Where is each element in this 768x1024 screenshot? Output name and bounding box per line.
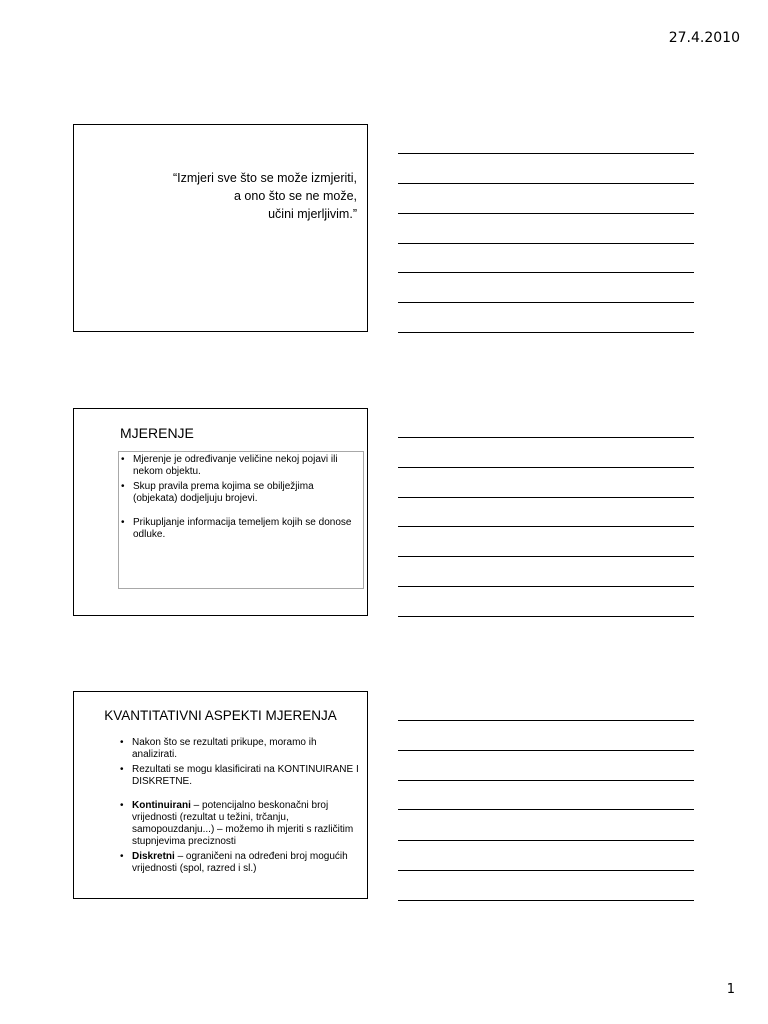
notes-line [398, 153, 694, 154]
notes-line [398, 616, 694, 617]
slide-2-bullet-list [119, 454, 359, 541]
bullet-item: • Nakon što se rezultati prikupe, moramo ih analizirati. [118, 737, 363, 761]
notes-line [398, 750, 694, 751]
bullet-term: Kontinuirani [132, 800, 191, 811]
bullet-item: • Skup pravila prema kojima se obilježjima (objekata) dodjeljuju brojevi. [119, 481, 359, 505]
page-date: 27.4.2010 [668, 30, 740, 46]
notes-line [398, 497, 694, 498]
notes-line [398, 467, 694, 468]
slide-3-title: KVANTITATIVNI ASPEKTI MJERENJA [104, 708, 337, 723]
quote-line: a ono što se ne može, [234, 189, 357, 203]
slide-2-thumbnail [73, 408, 368, 616]
notes-line [398, 213, 694, 214]
notes-line [398, 556, 694, 557]
slide-1-thumbnail [73, 124, 368, 332]
slide-2-content-box [118, 451, 364, 589]
notes-line [398, 302, 694, 303]
notes-line [398, 183, 694, 184]
notes-line [398, 870, 694, 871]
bullet-item-diskretni [118, 851, 363, 875]
notes-line [398, 526, 694, 527]
notes-line [398, 272, 694, 273]
quote-line: “Izmjeri sve što se može izmjeriti, [172, 171, 357, 185]
bullet-text: – potencijalno beskonačni broj vrijednosti (rezultat u težini, trčanju, samopouzdanju...) – možemo ih mjeriti s različitim stupnjevima preciznosti [132, 800, 354, 847]
page-number: 1 [726, 982, 735, 997]
bullet-text: – ograničeni na određeni broj mogućih vrijednosti (spol, razred i sl.) [132, 851, 348, 874]
notes-line [398, 840, 694, 841]
bullet-item: • Mjerenje je određivanje veličine nekoj pojavi ili nekom objektu. [119, 454, 359, 478]
bullet-item-kontinuirani [118, 800, 363, 848]
slide-3-bullet-list [118, 737, 363, 875]
slide-1-quote [97, 169, 357, 223]
notes-line [398, 332, 694, 333]
notes-line [398, 809, 694, 810]
notes-line [398, 586, 694, 587]
notes-line [398, 720, 694, 721]
bullet-item: • Rezultati se mogu klasificirati na KONTINUIRANE I DISKRETNE. [118, 764, 363, 788]
bullet-item: • Prikupljanje informacija temeljem kojih se donose odluke. [119, 517, 359, 541]
bullet-term: Diskretni [132, 851, 175, 862]
quote-line: učini mjerljivim.” [268, 207, 357, 221]
slide-2-title: MJERENJE [120, 425, 194, 441]
notes-line [398, 900, 694, 901]
notes-line [398, 437, 694, 438]
slide-3-thumbnail [73, 691, 368, 899]
notes-line [398, 243, 694, 244]
notes-line [398, 780, 694, 781]
